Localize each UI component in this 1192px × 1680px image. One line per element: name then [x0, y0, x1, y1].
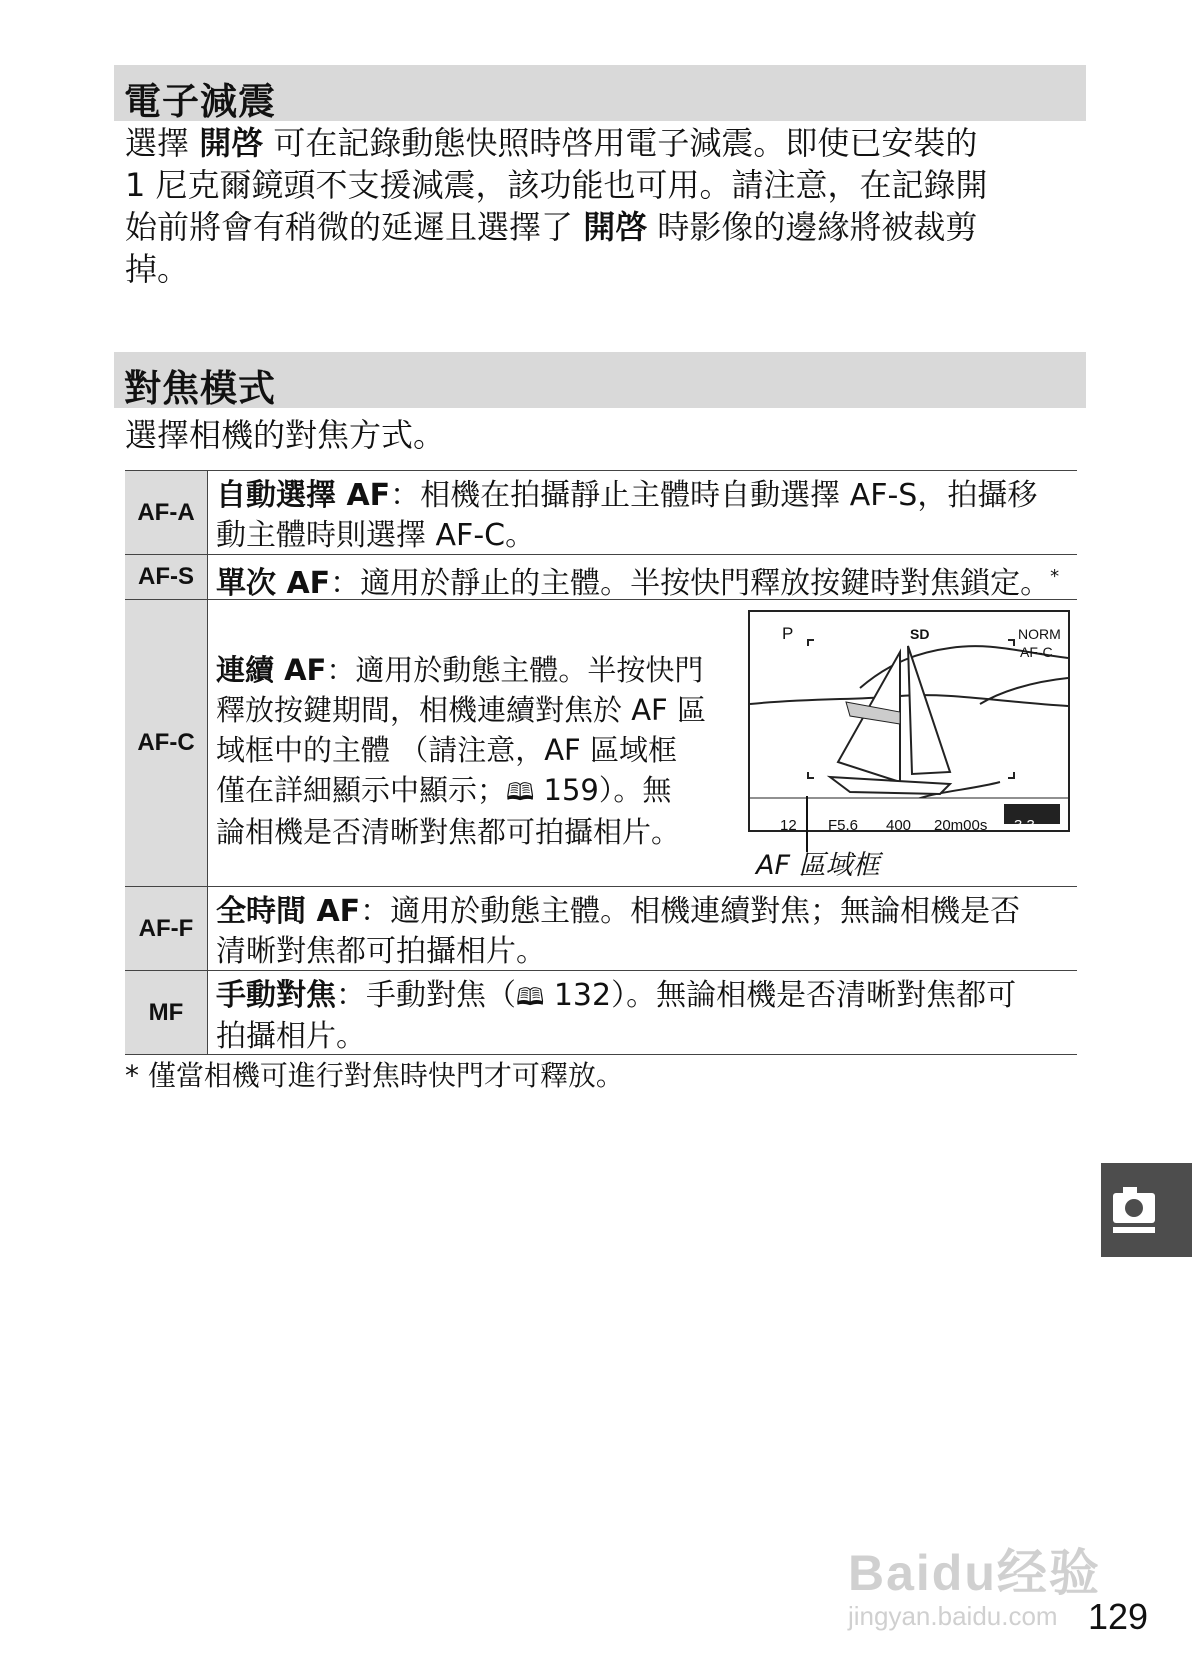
text: ：適用於動態主體。半按快門 [326, 653, 704, 687]
mode-label: AF-F [125, 887, 208, 970]
baidu-watermark [848, 1533, 1101, 1632]
text: 僅在詳細顯示中顯示； [216, 773, 507, 807]
mode-name: 單次 AF [216, 566, 331, 601]
af-area-caption: AF 區域框 [756, 850, 880, 881]
text: 拍攝相片。 [216, 1019, 366, 1054]
text: 釋放按鍵期間，相機連續對焦於 AF 區 [216, 693, 706, 727]
mode-label: AF-C [125, 600, 208, 886]
option-on: 開啓 [199, 124, 264, 162]
frame-count: 12 [780, 817, 797, 834]
table-row [125, 887, 1077, 971]
section-header-focus-mode [114, 352, 1086, 408]
watermark-brand: Baidu经验 [848, 1545, 1101, 1601]
option-on: 開啓 [583, 208, 648, 246]
mode-indicator: P [782, 624, 794, 643]
section-title: 對焦模式 [124, 367, 276, 410]
mode-description [208, 600, 1077, 886]
book-icon: 🕮 [506, 778, 535, 806]
card-indicator: SD [910, 626, 930, 642]
book-icon: 🕮 [516, 983, 545, 1011]
quality-indicator: NORM [1018, 626, 1061, 642]
text: ）。無論相機是否清晰對焦都可 [611, 978, 1017, 1013]
shooting-menu-tab [1101, 1163, 1192, 1257]
text: ：相機在拍攝靜止主體時自動選擇 AF-S，拍攝移 [390, 478, 1038, 513]
mode-description [208, 971, 1077, 1054]
mode-label: AF-A [125, 471, 208, 554]
table-row [125, 555, 1077, 600]
text: 可在記錄動態快照時啓用電子減震。即使已安裝的 [263, 124, 978, 162]
section-title: 電子減震 [124, 80, 276, 123]
text: ）。無 [598, 773, 672, 807]
section-header-e-vr [114, 65, 1086, 121]
focus-intro: 選擇相機的對焦方式。 [125, 416, 446, 454]
mode-label: AF-S [125, 555, 208, 599]
mode-description [208, 887, 1077, 970]
table-row [125, 600, 1077, 887]
page-number: 129 [1088, 1596, 1149, 1637]
footnote-mark: * [1050, 566, 1060, 587]
text: 時影像的邊緣將被裁剪 [647, 208, 978, 246]
mode-name: 連續 AF [216, 653, 327, 687]
text: ：適用於動態主體。相機連續對焦；無論相機是否 [360, 894, 1021, 929]
iso-value: 400 [886, 817, 912, 834]
e-vr-paragraph [125, 122, 1085, 290]
time-remaining: 20m00s [934, 817, 988, 834]
mode-name: 手動對焦 [216, 978, 336, 1013]
mode-name: 自動選擇 AF [216, 478, 391, 513]
text: 1 尼克爾鏡頭不支援減震，該功能也可用。請注意，在記錄開 [125, 166, 988, 204]
caption-pointer [806, 796, 808, 852]
af-mode-indicator: AF-C [1020, 644, 1053, 660]
afc-text [216, 650, 706, 852]
text: 清晰對焦都可拍攝相片。 [216, 934, 546, 969]
text: 動主體時則選擇 AF-C。 [216, 518, 536, 553]
text: ：手動對焦（ [336, 978, 516, 1013]
mode-name: 全時間 AF [216, 894, 361, 929]
text: 選擇 [125, 124, 200, 162]
table-row [125, 971, 1077, 1055]
mode-description [208, 555, 1077, 599]
focus-mode-table [125, 470, 1077, 1055]
camera-display-illustration [748, 610, 1070, 832]
text: 始前將會有稍微的延遲且選擇了 [125, 208, 584, 246]
aperture-value: F5.6 [828, 817, 859, 834]
page-ref: 159 [543, 773, 599, 807]
text: 域框中的主體 （請注意，AF 區域框 [216, 733, 677, 767]
page-ref: 132 [553, 978, 612, 1013]
camera-icon [1101, 1163, 1192, 1257]
text: 掉。 [125, 250, 190, 288]
watermark-url: jingyan.baidu.com [848, 1601, 1058, 1631]
file-size: 3.3 [1014, 817, 1035, 834]
mode-label: MF [125, 971, 208, 1054]
mode-description [208, 471, 1077, 554]
table-row [125, 471, 1077, 555]
text: ：適用於靜止的主體。半按快門釋放按鍵時對焦鎖定。 [330, 566, 1051, 601]
text: 論相機是否清晰對焦都可拍攝相片。 [216, 815, 681, 849]
footnote: * 僅當相機可進行對焦時快門才可釋放。 [125, 1059, 624, 1092]
